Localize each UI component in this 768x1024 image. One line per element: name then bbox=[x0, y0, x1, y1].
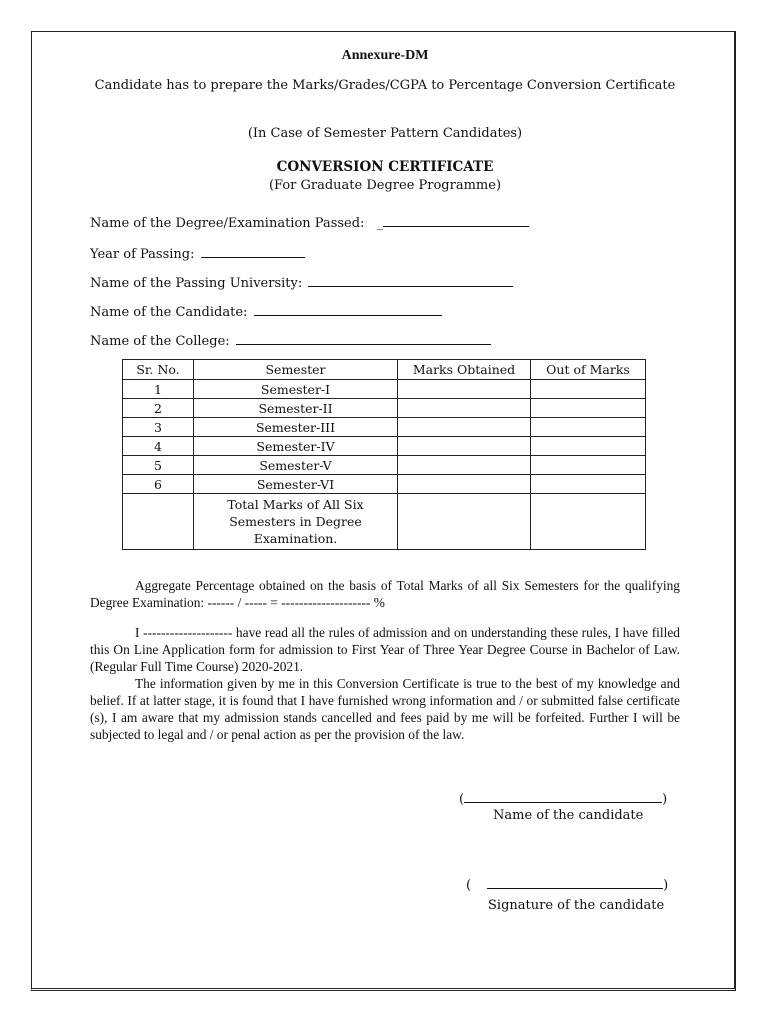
out-of-marks-cell[interactable] bbox=[531, 456, 646, 475]
table-row bbox=[123, 380, 646, 399]
header-out-of-marks: Out of Marks bbox=[531, 360, 646, 380]
sr-no-cell: 4 bbox=[123, 437, 194, 456]
semester-cell: Semester-V bbox=[194, 456, 398, 475]
total-label-line: Examination. bbox=[253, 531, 338, 546]
sr-no-cell: 1 bbox=[123, 380, 194, 399]
certificate-subtitle: (For Graduate Degree Programme) bbox=[268, 178, 502, 193]
declaration-paragraph-2: The information given by me in this Conversion Certificate is true to the best of my knowledge and belief. If at latter stage, it is found that I have furnished wrong information and / or submitted false certificate (s), I am aware that my admission stands cancelled and fees paid by me will be forfeited. Further I will be subjected to legal and / or penal action as per the provision of the law. bbox=[90, 676, 680, 742]
marks-obtained-cell[interactable] bbox=[398, 475, 531, 494]
table-row bbox=[123, 437, 646, 456]
out-of-marks-cell[interactable] bbox=[531, 418, 646, 437]
sr-no-cell: 2 bbox=[123, 399, 194, 418]
semester-cell: Semester-I bbox=[194, 380, 398, 399]
header-semester: Semester bbox=[194, 360, 398, 380]
degree-input-line[interactable] bbox=[383, 213, 529, 227]
table-header-row bbox=[123, 360, 646, 380]
table-row bbox=[123, 456, 646, 475]
semester-cell: Semester-III bbox=[194, 418, 398, 437]
close-paren: ) bbox=[663, 878, 669, 893]
out-of-marks-cell[interactable] bbox=[531, 399, 646, 418]
declaration-paragraph-1: I -------------------- have read all the rules of admission and on understanding these rules, I have filled this On Line Application form for admission to First Year of Three Year Degree Course in Bachelor of Law. (Regular Full Time Course) 2020-2021. bbox=[90, 625, 680, 674]
total-sr-cell bbox=[123, 494, 194, 550]
semester-cell: Semester-IV bbox=[194, 437, 398, 456]
open-paren: ( bbox=[459, 792, 465, 807]
case-note: (In Case of Semester Pattern Candidates) bbox=[247, 126, 523, 141]
degree-prefix: _ bbox=[376, 216, 384, 231]
college-input-line[interactable] bbox=[236, 331, 491, 345]
marks-obtained-cell[interactable] bbox=[398, 380, 531, 399]
college-label: Name of the College: bbox=[90, 334, 230, 349]
marks-obtained-cell[interactable] bbox=[398, 399, 531, 418]
declaration-block bbox=[90, 624, 680, 743]
degree-label: Name of the Degree/Examination Passed: bbox=[90, 216, 365, 231]
sr-no-cell: 3 bbox=[123, 418, 194, 437]
candidate-input-line[interactable] bbox=[254, 302, 442, 316]
total-label-line: Semesters in Degree bbox=[229, 514, 362, 529]
marks-obtained-cell[interactable] bbox=[398, 418, 531, 437]
signature-input-line[interactable] bbox=[487, 875, 663, 889]
sr-no-cell: 5 bbox=[123, 456, 194, 475]
total-out-of-marks-cell[interactable] bbox=[531, 494, 646, 550]
name-signature-line bbox=[459, 789, 667, 807]
table-row bbox=[123, 418, 646, 437]
degree-field bbox=[90, 213, 529, 231]
year-label: Year of Passing: bbox=[90, 247, 195, 262]
header-marks-obtained: Marks Obtained bbox=[398, 360, 531, 380]
total-label-cell bbox=[194, 494, 398, 550]
college-field bbox=[90, 331, 491, 349]
certificate-title: CONVERSION CERTIFICATE bbox=[276, 159, 494, 175]
marks-obtained-cell[interactable] bbox=[398, 456, 531, 475]
semester-cell: Semester-VI bbox=[194, 475, 398, 494]
candidate-label: Name of the Candidate: bbox=[90, 305, 248, 320]
out-of-marks-cell[interactable] bbox=[531, 437, 646, 456]
university-input-line[interactable] bbox=[308, 273, 513, 287]
table-row bbox=[123, 399, 646, 418]
table-row bbox=[123, 475, 646, 494]
sr-no-cell: 6 bbox=[123, 475, 194, 494]
total-marks-obtained-cell[interactable] bbox=[398, 494, 531, 550]
university-field bbox=[90, 273, 513, 291]
total-label-line: Total Marks of All Six bbox=[227, 497, 364, 512]
semester-cell: Semester-II bbox=[194, 399, 398, 418]
close-paren: ) bbox=[662, 792, 668, 807]
table-total-row bbox=[123, 494, 646, 550]
name-input-line[interactable] bbox=[464, 789, 662, 803]
aggregate-paragraph: Aggregate Percentage obtained on the basis of Total Marks of all Six Semesters for the qualifying Degree Examination: ------ / ----- = -------------------- % bbox=[90, 578, 680, 610]
candidate-field bbox=[90, 302, 442, 320]
out-of-marks-cell[interactable] bbox=[531, 475, 646, 494]
intro-text: Candidate has to prepare the Marks/Grades/CGPA to Percentage Conversion Certificate bbox=[94, 78, 676, 93]
signature-label: Signature of the candidate bbox=[488, 898, 665, 913]
marks-obtained-cell[interactable] bbox=[398, 437, 531, 456]
header-sr-no: Sr. No. bbox=[123, 360, 194, 380]
annexure-title: Annexure-DM bbox=[341, 48, 429, 63]
year-input-line[interactable] bbox=[201, 244, 305, 258]
out-of-marks-cell[interactable] bbox=[531, 380, 646, 399]
university-label: Name of the Passing University: bbox=[90, 276, 303, 291]
open-paren: ( bbox=[466, 878, 472, 893]
signature-line bbox=[466, 875, 668, 893]
marks-table bbox=[122, 359, 646, 550]
name-label: Name of the candidate bbox=[493, 808, 644, 823]
year-field bbox=[90, 244, 305, 262]
